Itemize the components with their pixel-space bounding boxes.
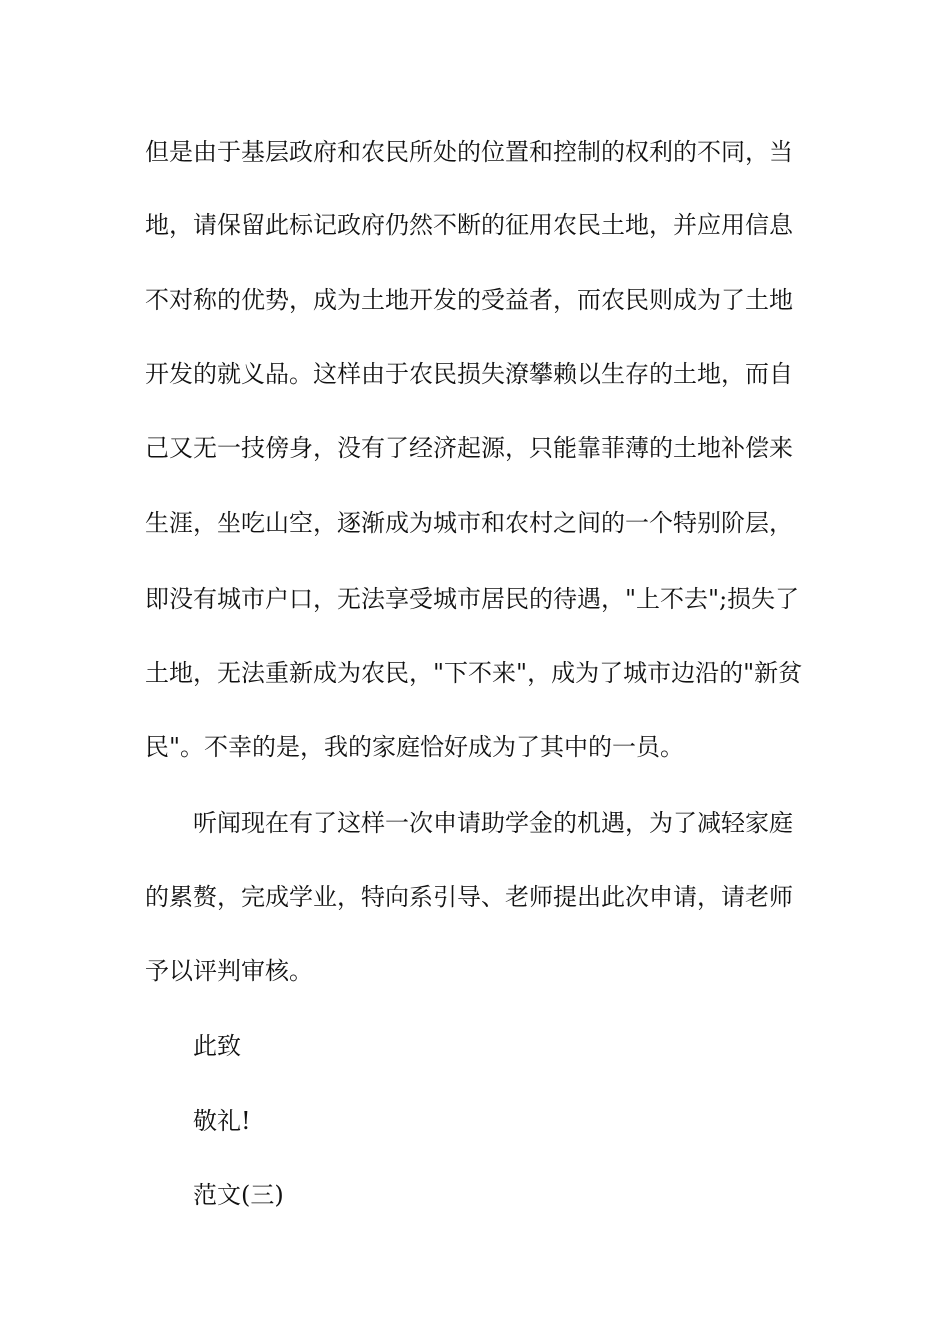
paragraph-2-line-3: 予以评判审核。 <box>145 957 313 985</box>
closing-regards: 敬礼! <box>193 1107 251 1135</box>
paragraph-1-line-4: 开发的就义品。这样由于农民损失潦攀赖以生存的土地，而自 <box>145 360 793 388</box>
paragraph-2-line-1: 听闻现在有了这样一次申请助学金的机遇，为了减轻家庭 <box>193 809 793 837</box>
paragraph-1-line-6: 生涯，坐吃山空，逐渐成为城市和农村之间的一个特别阶层， <box>145 509 793 537</box>
paragraph-1-line-3: 不对称的优势，成为土地开发的受益者，而农民则成为了土地 <box>145 286 793 314</box>
paragraph-1-line-2: 地，请保留此标记政府仍然不断的征用农民土地，并应用信息 <box>145 211 793 239</box>
paragraph-2-line-2: 的累赘，完成学业，特向系引导、老师提出此次申请，请老师 <box>145 883 793 911</box>
paragraph-1-line-5: 己又无一技傍身，没有了经济起源，只能靠菲薄的土地补偿来 <box>145 434 793 462</box>
paragraph-1-line-8: 土地，无法重新成为农民，"下不来"，成为了城市边沿的"新贫 <box>145 659 803 687</box>
section-heading: 范文(三) <box>193 1181 284 1209</box>
closing-salutation: 此致 <box>193 1032 241 1060</box>
paragraph-1-line-7: 即没有城市户口，无法享受城市居民的待遇，"上不去";损失了 <box>145 585 800 613</box>
paragraph-1-line-1: 但是由于基层政府和农民所处的位置和控制的权利的不同，当 <box>145 138 793 166</box>
paragraph-1-line-9: 民"。不幸的是，我的家庭恰好成为了其中的一员。 <box>145 733 685 761</box>
